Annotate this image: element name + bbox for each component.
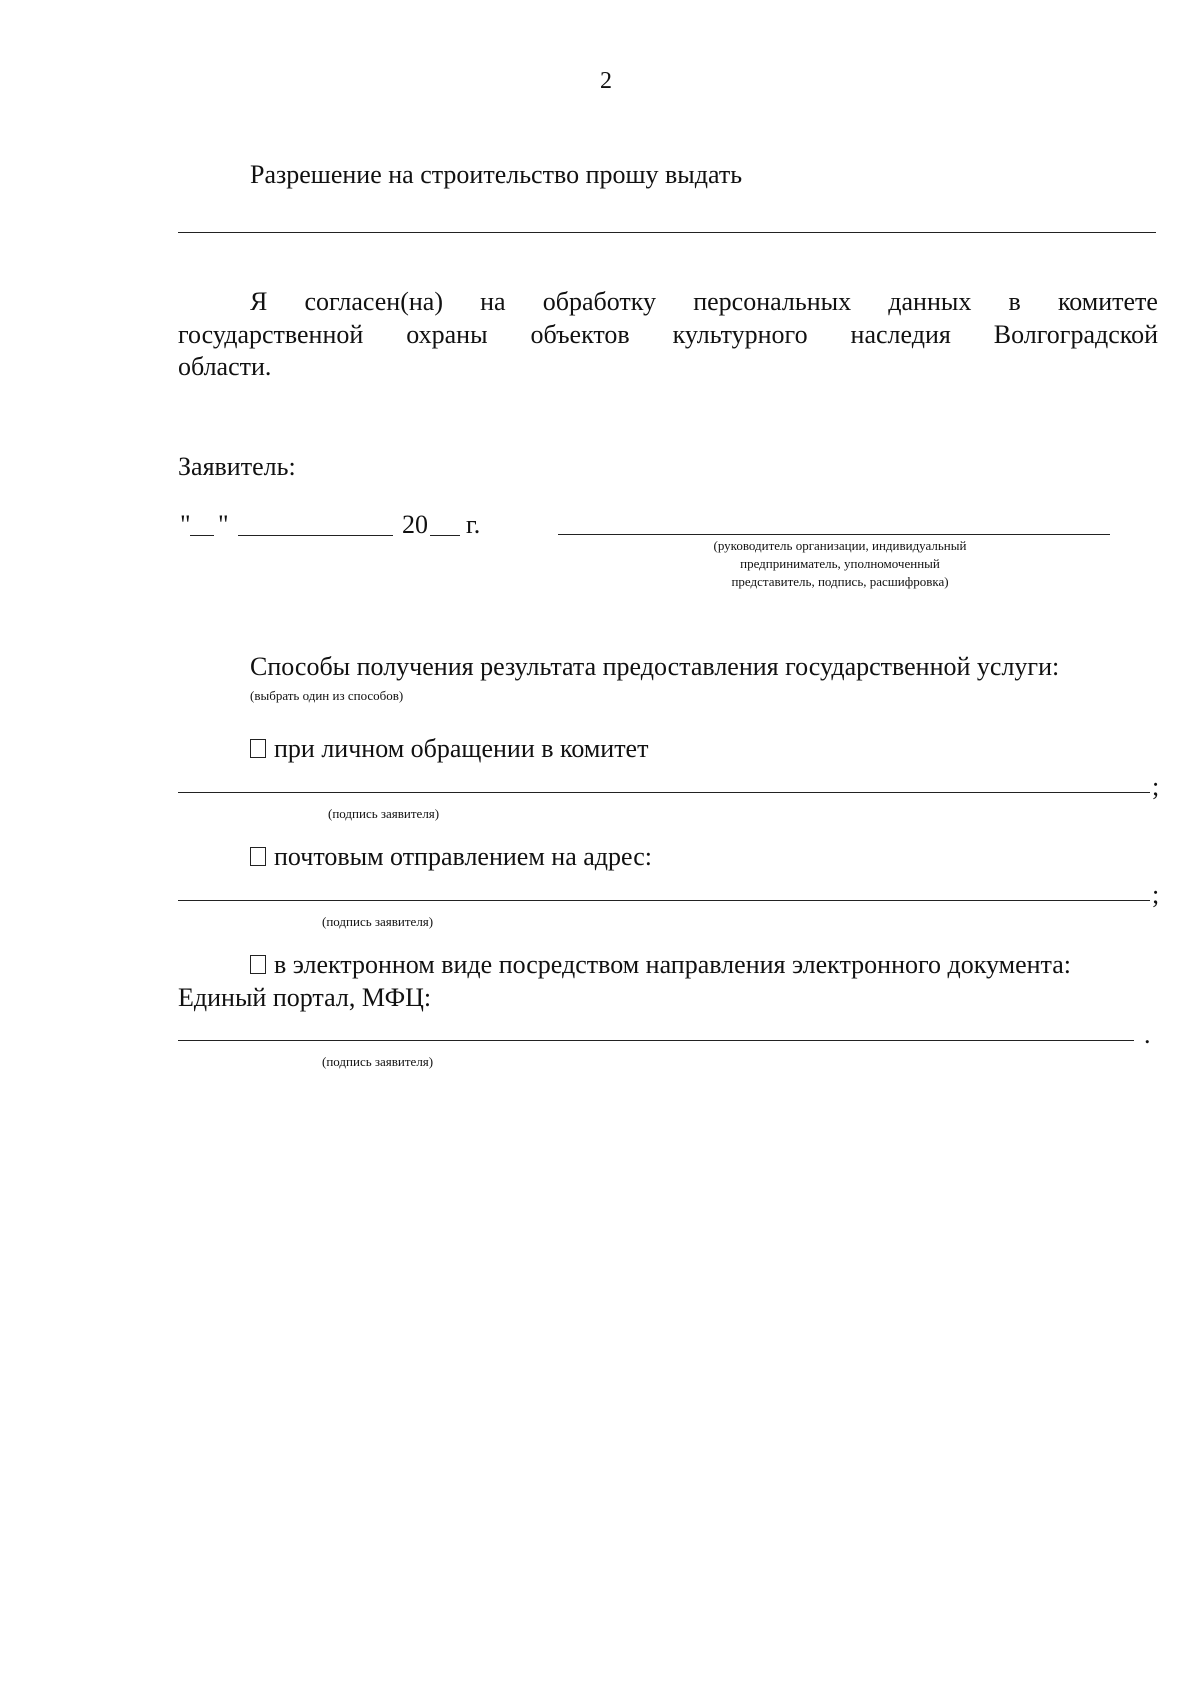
consent-word: объектов (530, 320, 630, 349)
signature-caption-line: представитель, подпись, расшифровка) (731, 574, 949, 589)
consent-word: согласен(на) (304, 287, 443, 316)
date-quote-close: " (218, 510, 229, 539)
option-electronic-label-line-2: Единый портал, МФЦ: (178, 983, 432, 1012)
methods-heading: Способы получения результата предоставления государственной услуги: (250, 652, 1060, 681)
date-day-blank[interactable] (190, 535, 214, 536)
checkbox-in-person[interactable] (250, 739, 266, 758)
option-mail-end-mark: ; (1152, 880, 1160, 909)
option-electronic-label-line-1: в электронном виде посредством направления электронного документа: (274, 950, 1071, 979)
consent-line-3: области. (178, 352, 272, 381)
option-electronic-caption: (подпись заявителя) (322, 1054, 434, 1069)
option-electronic[interactable] (250, 948, 1071, 981)
consent-word: персональных (693, 287, 852, 316)
option-in-person-label: при личном обращении в комитет (274, 734, 649, 763)
option-electronic-signature-line[interactable] (178, 1040, 1134, 1041)
option-in-person[interactable] (250, 732, 648, 765)
option-mail-address-line[interactable] (178, 900, 1150, 901)
consent-line-2 (178, 318, 1158, 351)
consent-word: на (480, 287, 506, 316)
option-in-person-end-mark: ; (1152, 772, 1160, 801)
date-month-blank[interactable] (238, 535, 393, 536)
permit-request-text: Разрешение на строительство прошу выдать (250, 160, 743, 189)
consent-word: Я (250, 287, 268, 316)
date-year-suffix: г. (466, 510, 481, 539)
option-electronic-end-mark: . (1144, 1020, 1151, 1049)
consent-word: государственной (178, 320, 364, 349)
date-year-blank[interactable] (430, 535, 460, 536)
consent-word: наследия (850, 320, 951, 349)
consent-word: культурного (672, 320, 808, 349)
consent-word: обработку (542, 287, 657, 316)
consent-word: Волгоградской (993, 320, 1158, 349)
date-year-prefix: 20 (402, 510, 428, 539)
consent-line-1 (250, 285, 1158, 318)
checkbox-electronic[interactable] (250, 955, 266, 974)
applicant-label: Заявитель: (178, 452, 296, 481)
option-in-person-caption: (подпись заявителя) (328, 806, 440, 821)
signature-caption-line: (руководитель организации, индивидуальный (713, 538, 967, 553)
option-mail-caption: (подпись заявителя) (322, 914, 434, 929)
signature-caption (640, 537, 1040, 591)
consent-word: данных (888, 287, 972, 316)
permit-request-blank-line[interactable] (178, 232, 1156, 233)
signature-caption-line: предприниматель, уполномоченный (740, 556, 940, 571)
option-mail-label: почтовым отправлением на адрес: (274, 842, 652, 871)
methods-hint: (выбрать один из способов) (250, 688, 404, 703)
consent-word: комитете (1057, 287, 1158, 316)
consent-word: охраны (406, 320, 488, 349)
checkbox-mail[interactable] (250, 847, 266, 866)
consent-word: в (1008, 287, 1021, 316)
option-mail[interactable] (250, 840, 652, 873)
page-number: 2 (600, 68, 612, 94)
date-quote-open: " (180, 510, 191, 539)
option-in-person-signature-line[interactable] (178, 792, 1150, 793)
signature-line[interactable] (558, 534, 1110, 535)
